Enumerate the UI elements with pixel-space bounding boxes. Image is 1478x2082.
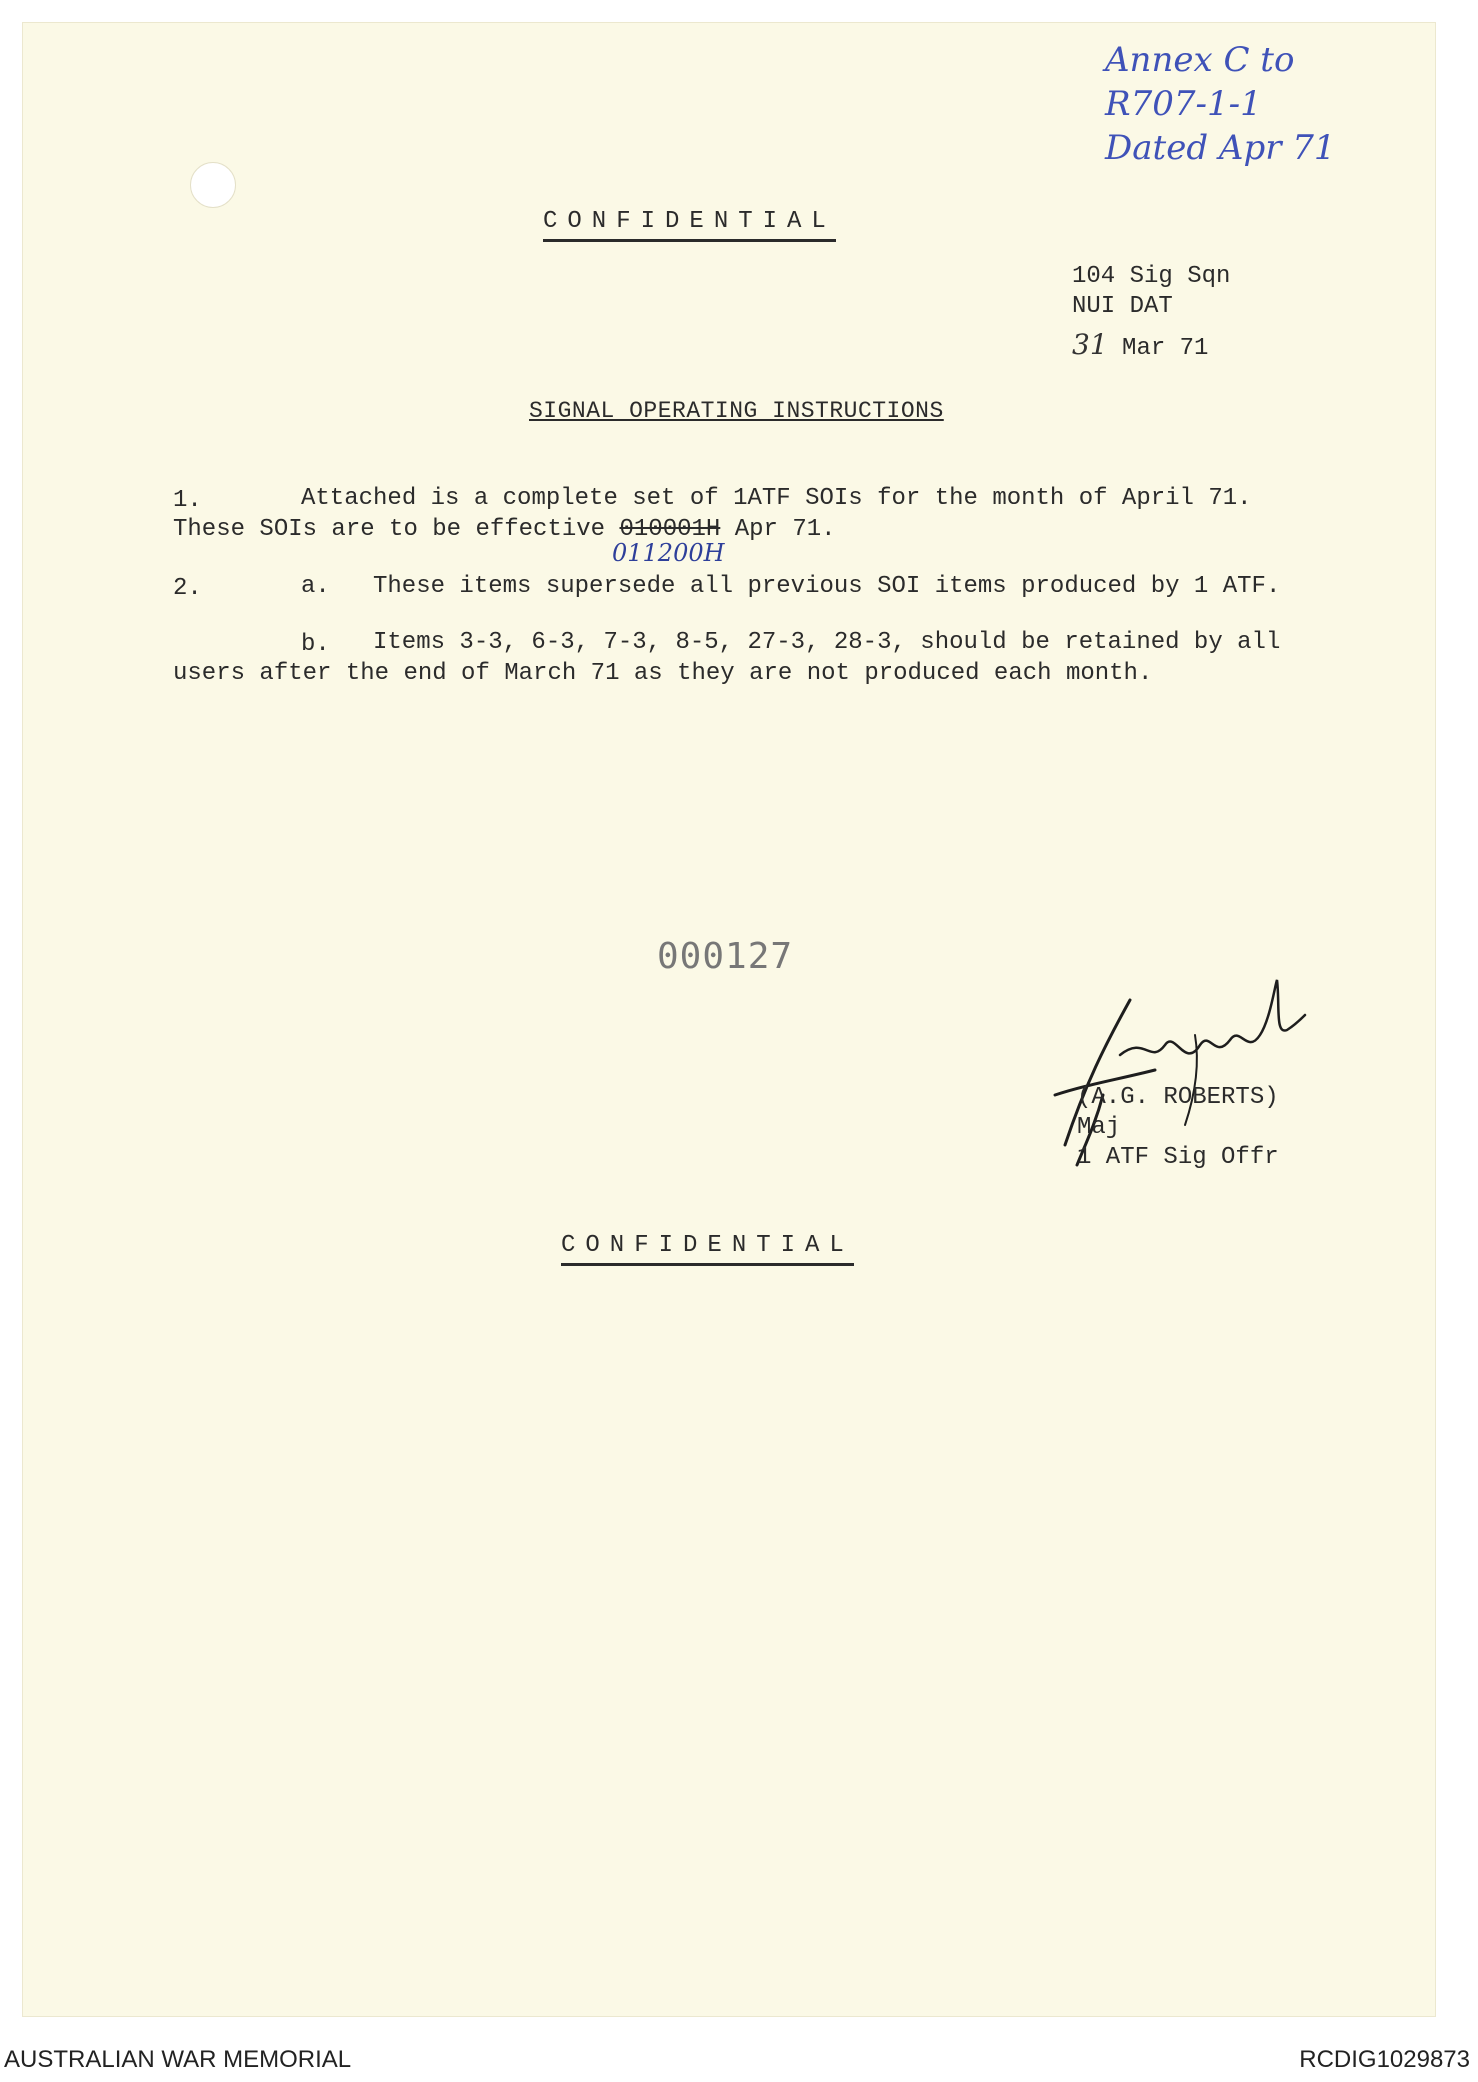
annotation-line-1: Annex C to — [1105, 40, 1295, 80]
document-title: SIGNAL OPERATING INSTRUCTIONS — [529, 398, 944, 424]
signature-block — [1077, 1083, 1279, 1173]
para2b-label: b. — [301, 631, 330, 658]
para1-line2 — [173, 515, 836, 545]
para1-line2-pre: These SOIs are to be effective — [173, 516, 606, 543]
handwritten-annotation — [1105, 38, 1336, 170]
classification-top: CONFIDENTIAL — [543, 208, 836, 242]
para2a-label: a. — [301, 573, 330, 600]
unit-name: 104 Sig Sqn — [1072, 263, 1231, 290]
footer-left: AUSTRALIAN WAR MEMORIAL — [4, 2046, 352, 2073]
para1-number: 1. — [173, 487, 202, 514]
annotation-line-3: Dated Apr 71 — [1105, 128, 1336, 168]
unit-location: NUI DAT — [1072, 293, 1173, 320]
struck-time: 010001H — [619, 516, 721, 543]
para2b-line2: users after the end of March 71 as they are not produced each month. — [173, 660, 1153, 687]
punch-hole — [190, 162, 236, 208]
para2b-line1: Items 3-3, 6-3, 7-3, 8-5, 27-3, 28-3, should be retained by all — [373, 629, 1281, 656]
date-month-year: Mar 71 — [1122, 335, 1209, 362]
stamp-number: 000127 — [657, 936, 794, 977]
annotation-line-2: R707-1-1 — [1105, 84, 1262, 124]
classification-bottom: CONFIDENTIAL — [561, 1232, 854, 1266]
address-block — [1072, 262, 1230, 364]
signatory-rank: Maj — [1077, 1114, 1121, 1141]
para1-line1: Attached is a complete set of 1ATF SOIs for the month of April 71. — [301, 485, 1252, 512]
para2-number: 2. — [173, 575, 202, 602]
signatory-appointment: 1 ATF Sig Offr — [1077, 1144, 1279, 1171]
date-day-handwritten: 31 — [1072, 328, 1108, 361]
para1-line2-post: Apr 71. — [734, 516, 836, 543]
para2a-text: These items supersede all previous SOI items produced by 1 ATF. — [373, 573, 1281, 600]
footer-right: RCDIG1029873 — [1299, 2046, 1470, 2073]
letter-date — [1072, 330, 1230, 364]
signatory-name: (A.G. ROBERTS) — [1077, 1084, 1279, 1111]
handwritten-correction: 011200H — [612, 539, 725, 567]
